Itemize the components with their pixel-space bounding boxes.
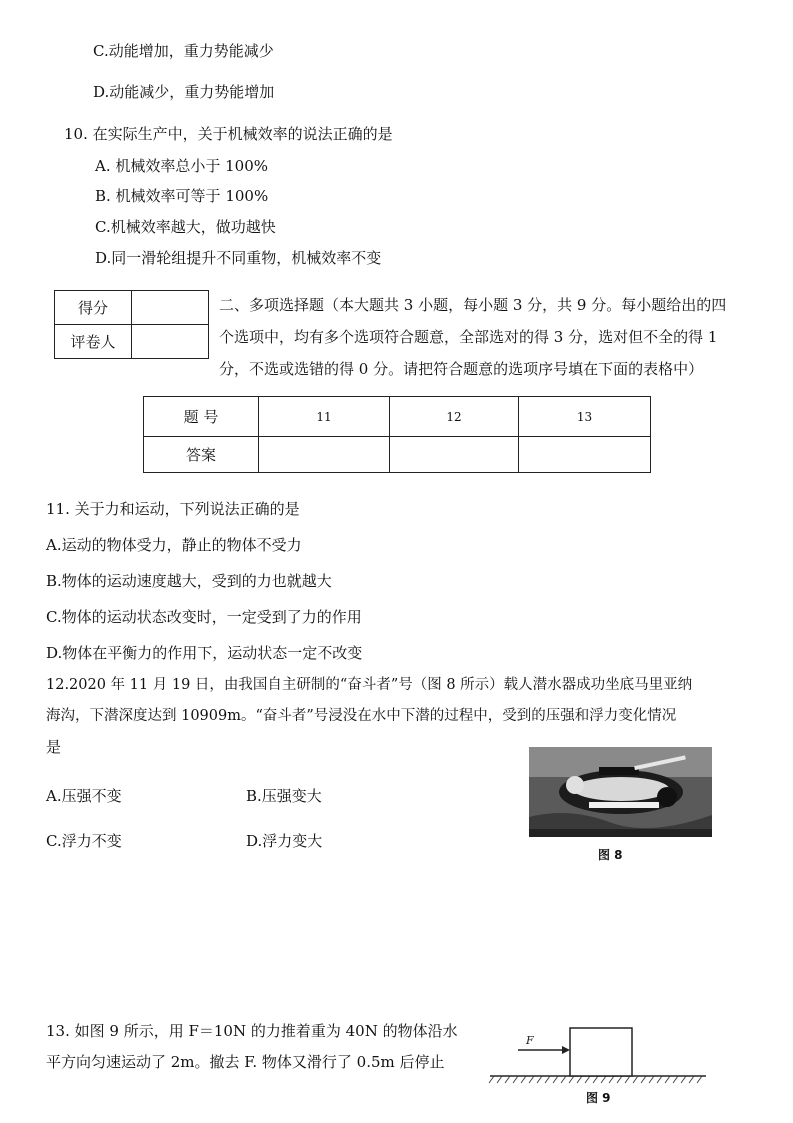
q12-stem-line-3: 是 bbox=[46, 738, 62, 756]
answer-table-number: 12 bbox=[390, 397, 519, 437]
q10-option-b: B. 机械效率可等于 100% bbox=[95, 187, 269, 205]
q12-option-b: B.压强变大 bbox=[246, 787, 322, 805]
q12-stem-line-2: 海沟，下潜深度达到 10909m。“奋斗者”号浸没在水中下潜的过程中，受到的压强和浮力变化情况 bbox=[46, 708, 677, 724]
q10-option-a: A. 机械效率总小于 100% bbox=[95, 157, 269, 175]
answer-table-answer-label: 答案 bbox=[144, 437, 259, 473]
q11-stem: 11. 关于力和运动，下列说法正确的是 bbox=[46, 500, 300, 518]
score-label: 得分 bbox=[55, 291, 132, 325]
q11-option-d: D.物体在平衡力的作用下，运动状态一定不改变 bbox=[46, 644, 363, 662]
answer-cell-13[interactable] bbox=[519, 437, 651, 473]
q10-stem: 10. 在实际生产中，关于机械效率的说法正确的是 bbox=[64, 125, 393, 143]
score-box bbox=[54, 290, 209, 359]
section2-line-2: 个选项中，均有多个选项符合题意，全部选对的得 3 分，选对但不全的得 1 bbox=[219, 328, 718, 346]
figure-8-caption: 图 8 bbox=[598, 848, 623, 862]
q10-option-c: C.机械效率越大，做功越快 bbox=[95, 218, 276, 236]
answer-cell-11[interactable] bbox=[259, 437, 390, 473]
section2-line-1: 二、多项选择题（本大题共 3 小题，每小题 3 分，共 9 分。每小题给出的四 bbox=[219, 296, 727, 314]
answer-table-header-label: 题 号 bbox=[144, 397, 259, 437]
answer-table-number: 13 bbox=[519, 397, 651, 437]
grader-label: 评卷人 bbox=[55, 325, 132, 359]
q12-stem-line-1: 12.2020 年 11 月 19 日，由我国自主研制的“奋斗者”号（图 8 所示）载人潜水器成功坐底马里亚纳 bbox=[46, 677, 693, 693]
q9-option-c: C.动能增加，重力势能减少 bbox=[93, 42, 274, 60]
section2-line-3: 分，不选或选错的得 0 分。请把符合题意的选项序号填在下面的表格中） bbox=[219, 360, 704, 378]
q12-option-a: A.压强不变 bbox=[46, 787, 122, 805]
answer-table bbox=[143, 396, 651, 473]
q10-option-d: D.同一滑轮组提升不同重物，机械效率不变 bbox=[95, 249, 382, 267]
figure-9-caption: 图 9 bbox=[586, 1091, 611, 1105]
force-label: F bbox=[526, 1034, 534, 1047]
answer-cell-12[interactable] bbox=[390, 437, 519, 473]
q9-option-d: D.动能减少，重力势能增加 bbox=[93, 83, 275, 101]
q12-option-d: D.浮力变大 bbox=[246, 832, 323, 850]
q12-option-c: C.浮力不变 bbox=[46, 832, 122, 850]
score-cell[interactable] bbox=[132, 291, 209, 325]
q11-option-a: A.运动的物体受力，静止的物体不受力 bbox=[46, 536, 302, 554]
answer-table-number: 11 bbox=[259, 397, 390, 437]
block-shape bbox=[570, 1028, 632, 1076]
figure-8-submersible-image bbox=[529, 747, 712, 837]
q13-stem-line-1: 13. 如图 9 所示，用 F＝10N 的力推着重为 40N 的物体沿水 bbox=[46, 1022, 458, 1040]
q13-stem-line-2: 平方向匀速运动了 2m。撤去 F. 物体又滑行了 0.5m 后停止 bbox=[46, 1053, 445, 1071]
figure-9-force-diagram bbox=[488, 1020, 708, 1092]
q11-option-b: B.物体的运动速度越大，受到的力也就越大 bbox=[46, 572, 332, 590]
q11-option-c: C.物体的运动状态改变时，一定受到了力的作用 bbox=[46, 608, 362, 626]
grader-cell[interactable] bbox=[132, 325, 209, 359]
